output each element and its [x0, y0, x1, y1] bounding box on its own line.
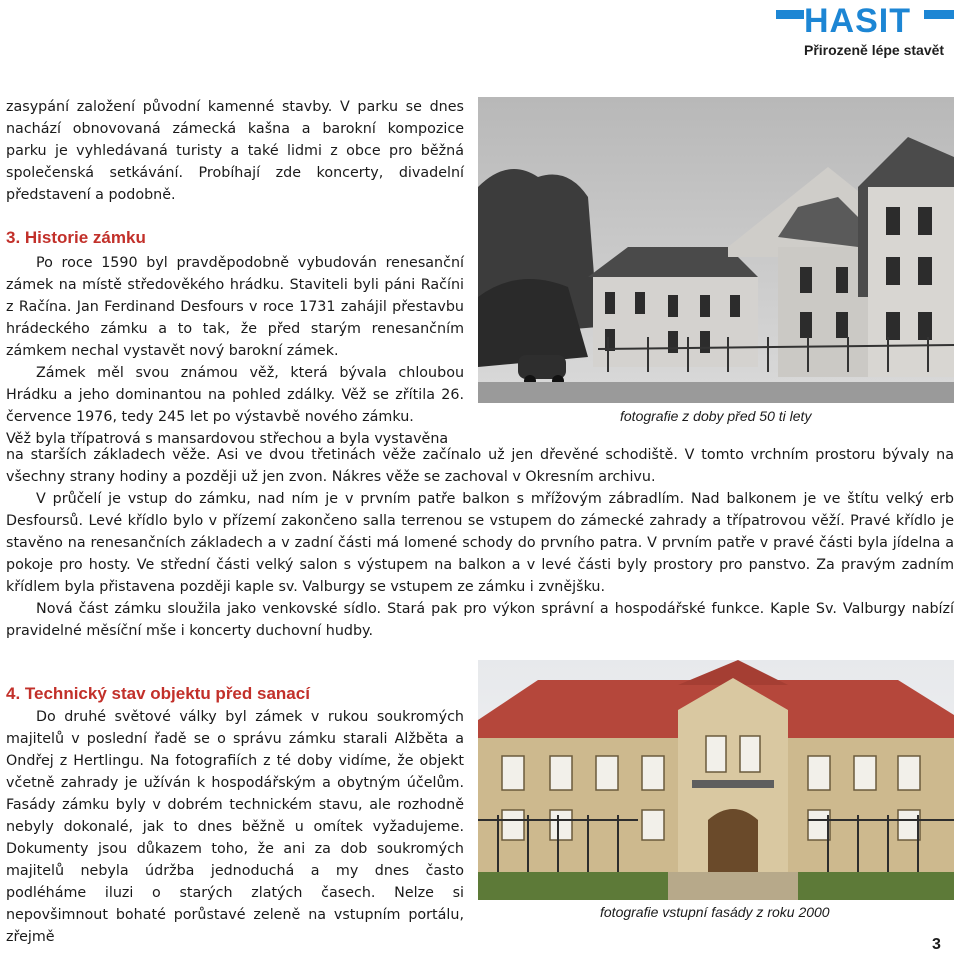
section3-paragraph-1: Po roce 1590 byl pravděpodobně vybudován renesanční zámek na místě středověkého hrádku. Staviteli byli páni Račíni z Račína. Jan Ferdinand Desfours v roce 1731 zahájil přestavbu hrádeckého zámku a to tak, že před starým renesančním zámkem nechal vystavět nový barokní zámek. — [6, 255, 464, 359]
section3-paragraph-4: Nová část zámku sloužila jako venkovské sídlo. Stará pak pro výkon správní a hospodářské funkce. Kaple Sv. Valburgy nabízí pravidelné měsíční mše i koncerty duchovní hudby. — [6, 601, 954, 639]
section3-full-width — [6, 444, 954, 642]
section3-heading: 3. Historie zámku — [6, 228, 146, 247]
logo-wordmark: HASIT — [804, 2, 911, 40]
historic-photo-image — [478, 97, 954, 403]
intro-paragraph: zasypání založení původní kamenné stavby. V parku se dnes nachází obnovovaná zámecká kašna a barokní kompozice parku je vyhledávaná turisty a také lidmi z obce pro běžná společenská setkávání. Probíhají zde koncerty, divadelní představení a podobně. — [6, 99, 464, 203]
section3-paragraph-3: V průčelí je vstup do zámku, nad ním je v prvním patře balkon s mřížovým zábradlím. Nad balkonem je ve štítu velký erb Desfoursů. Levé křídlo bylo v přízemí zakončeno salla terrenou se vstupem do zámecké zahrady a třípatrovou věží. Pravé křídlo je stavěno na renesančních základech a v zadní části má lomené schody do prvního patra. V prvním patře v pravé části byla jídelna a pokoje pro hosty. Ve střední části velký salon s výstupem na balkon a v levé části byly prostory pro panstvo. Za pravým zadním křídlem byla přistavena později kaple sv. Valburgy se vstupem ze zámku i zvnějšku. — [6, 491, 954, 595]
section4-paragraph: Do druhé světové války byl zámek v rukou soukromých majitelů v poslední řadě se o správu zámku starali Alžběta a Ondřej z Hertlingu. Na fotografiích z té doby vidíme, že objekt včetně zahrady je užíván k hospodářským a obytným účelům. Fasády zámku byly v dobrém technickém stavu, ale rozhodně nebyly dokonalé, jak to dnes běžně u omítek vyžadujeme. Dokumenty jsou důkazem toho, že ani za dob soukromých majitelů nebyla údržba jednoduchá a my dnes často podléháme iluzi o starých zlatých časech. Nelze si nepovšimnout bohaté porůstavé zeleně na vstupním portálu, zřejmě — [6, 709, 464, 945]
section3-paragraph-2: Zámek měl svou známou věž, která bývala chloubou Hrádku a jeho dominantou na pohled zdálky. Věž se zřítila 26. července 1976, tedy 245 let po výstavbě nového zámku. — [6, 365, 464, 425]
facade-photo-caption: fotografie vstupní fasády z roku 2000 — [600, 904, 830, 920]
logo-bar-right — [924, 10, 954, 19]
section3-paragraph-2-rest: na starších základech věže. Asi ve dvou třetinách věže začínalo už jen dřevěné schodiště. V tomto vrchním prostoru bývaly na všechny strany hodiny a později už jen zvon. Nákres věže se zachoval v Okresním archivu. — [6, 447, 954, 485]
facade-photo — [478, 660, 954, 900]
logo-tagline: Přirozeně lépe stavět — [804, 42, 945, 58]
section4-heading: 4. Technický stav objektu před sanací — [6, 684, 310, 703]
section3-paragraph-2-line: Věž byla třípatrová s mansardovou střechou a byla vystavěna — [6, 431, 449, 447]
section3-column — [6, 226, 464, 450]
logo-bar-left — [776, 10, 804, 19]
page-number: 3 — [932, 936, 941, 953]
section4-column — [6, 682, 464, 948]
historic-photo-caption: fotografie z doby před 50 ti lety — [620, 408, 812, 424]
facade-photo-image — [478, 660, 954, 900]
historic-photo — [478, 97, 954, 403]
hasit-logo — [776, 2, 954, 62]
intro-block — [6, 96, 464, 206]
